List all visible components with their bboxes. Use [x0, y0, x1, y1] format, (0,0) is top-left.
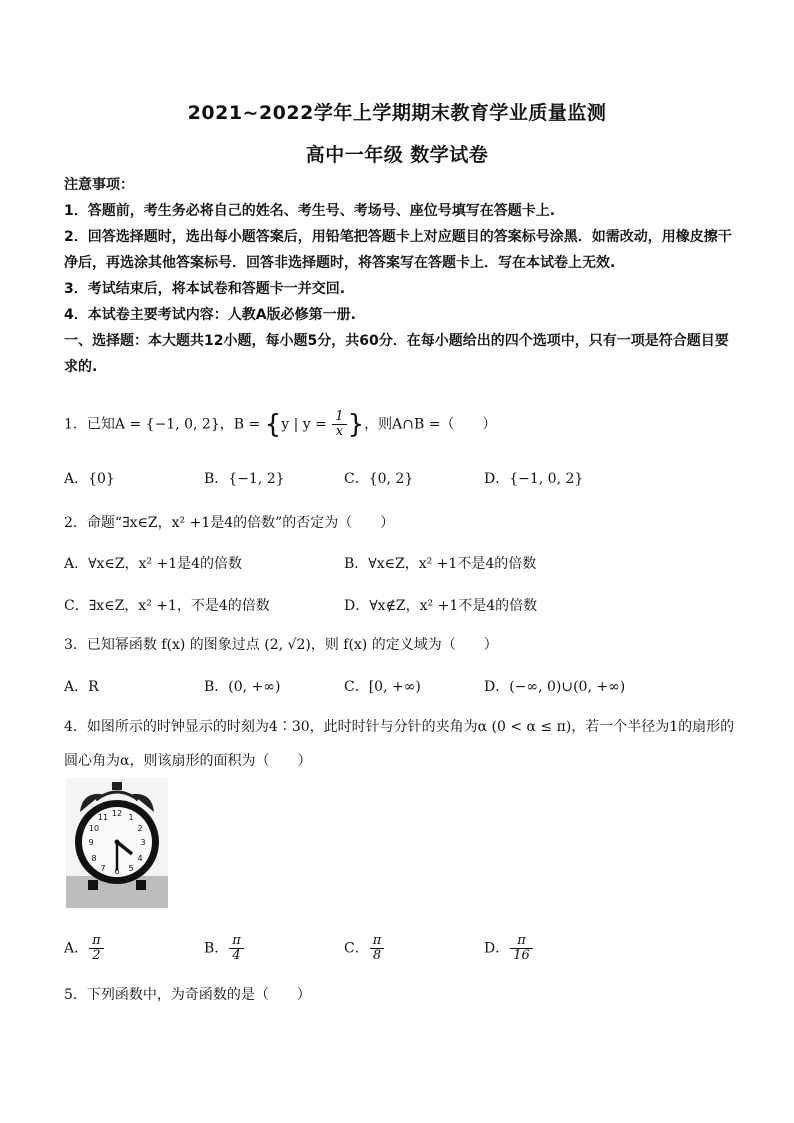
set-a: A = {−1, 0, 2}: [114, 416, 220, 433]
notice-item-2: 2．回答选择题时，选出每小题答案后，用铅笔把答题卡上对应题目的答案标号涂黑．如需改动，用橡皮擦干净后，再选涂其他答案标号．回答非选择题时，将答案写在答题卡上．写在本试卷上无效.: [64, 229, 732, 271]
q3-option-a[interactable]: A．R: [64, 679, 99, 695]
q4-option-a[interactable]: A． $\frac{\pi}{2}$: [64, 934, 105, 963]
q2-option-d[interactable]: D．∀x∉Z，x² +1不是4的倍数: [344, 598, 538, 614]
section-heading: 一、选择题：本大题共12小题，每小题5分，共60分．在每小题给出的四个选项中，只有一项是符合题目要求的.: [64, 333, 729, 375]
q2-option-c[interactable]: C．∃x∈Z，x² +1，不是4的倍数: [64, 598, 270, 614]
question-5-stem: 5．下列函数中，为奇函数的是（ ）: [64, 987, 311, 1003]
notice-item-3: 3．考试结束后，将本试卷和答题卡一并交回.: [64, 281, 346, 297]
svg-text:9: 9: [88, 838, 94, 847]
question-1-stem: 1．已知A = {−1, 0, 2}，B = {y | y = $\frac{1}{x}$ }，则A∩B =（ ）: [64, 409, 497, 440]
fraction-1-over-x: $\frac{1}{x}$: [332, 410, 346, 439]
question-2-stem: 2．命题“∃x∈Z，x² +1是4的倍数”的否定为（ ）: [64, 515, 395, 531]
svg-text:2: 2: [137, 824, 143, 833]
notice-item-1: 1．答题前，考生务必将自己的姓名、考生号、考场号、座位号填写在答题卡上.: [64, 203, 556, 219]
alarm-clock-image: [66, 778, 168, 908]
svg-text:4: 4: [137, 854, 143, 863]
svg-text:11: 11: [97, 813, 109, 822]
q3-option-d[interactable]: D．(−∞, 0)∪(0, +∞): [484, 679, 626, 695]
exam-title: 2021~2022学年上学期期末教育学业质量监测: [187, 102, 607, 124]
notice-block: [64, 172, 736, 380]
question-4-stem-line2: 圆心角为α，则该扇形的面积为（ ）: [64, 753, 312, 769]
question-3-stem: 3．已知幂函数 f(x) 的图象过点 (2, √2)，则 f(x) 的定义域为（ ）: [64, 637, 498, 653]
q1-option-d[interactable]: D．{−1, 0, 2}: [484, 471, 584, 487]
exam-subtitle: 高中一年级 数学试卷: [305, 144, 489, 166]
svg-text:12: 12: [111, 809, 123, 818]
svg-text:1: 1: [128, 813, 134, 822]
q2-option-a[interactable]: A．∀x∈Z，x² +1是4的倍数: [64, 556, 243, 572]
q4-option-d[interactable]: D． $\frac{\pi}{16}$: [484, 934, 534, 963]
q2-option-b[interactable]: B．∀x∈Z，x² +1不是4的倍数: [344, 556, 537, 572]
q4-option-c[interactable]: C． $\frac{\pi}{8}$: [344, 934, 385, 963]
svg-text:8: 8: [91, 854, 97, 863]
q1-option-b[interactable]: B．{−1, 2}: [204, 471, 285, 487]
svg-text:7: 7: [100, 864, 106, 873]
svg-text:6: 6: [114, 867, 120, 876]
svg-text:3: 3: [140, 838, 146, 847]
q1-option-c[interactable]: C．{0, 2}: [344, 471, 414, 487]
q1-option-a[interactable]: A．{0}: [64, 471, 115, 487]
notice-item-4: 4．本试卷主要考试内容：人教A版必修第一册.: [64, 307, 356, 323]
alarm-clock-icon: [66, 778, 168, 908]
q3-option-b[interactable]: B．(0, +∞): [204, 679, 281, 695]
q3-option-c[interactable]: C．[0, +∞): [344, 679, 421, 695]
notice-heading: 注意事项：: [64, 177, 134, 193]
svg-text:10: 10: [88, 824, 100, 833]
svg-text:5: 5: [128, 864, 134, 873]
q4-option-b[interactable]: B． $\frac{\pi}{4}$: [204, 934, 245, 963]
set-b-condition: y | y =: [281, 416, 332, 433]
question-4-stem-line1: 4．如图所示的时钟显示的时刻为4∶30，此时时针与分针的夹角为α (0 < α ≤ π)，若一个半径为1的扇形的: [64, 719, 735, 735]
